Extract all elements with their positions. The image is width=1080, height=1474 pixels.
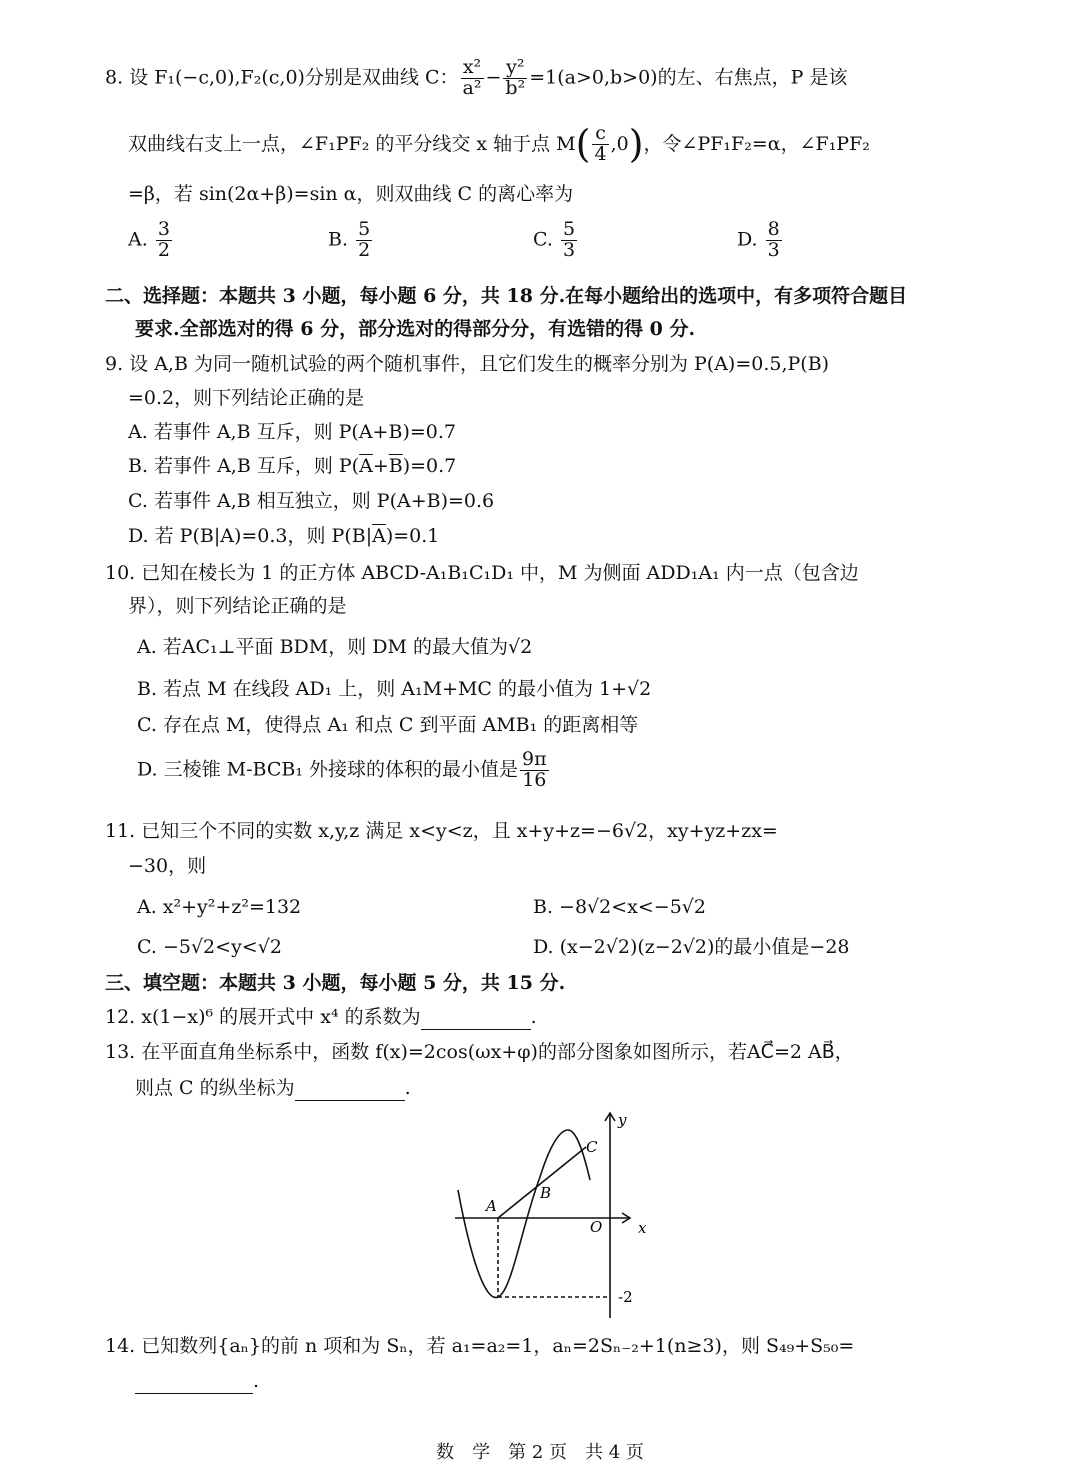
q10-option-c: C. 存在点 M，使得点 A₁ 和点 C 到平面 AMB₁ 的距离相等 — [137, 714, 639, 736]
cosine-graph — [450, 1105, 670, 1320]
q13-stem: 13. 在平面直角坐标系中，函数 f(x)=2cos(ωx+φ)的部分图象如图所示，若AC⃗=2 AB⃗， — [105, 1041, 854, 1063]
q13-stem-cont: 则点 C 的纵坐标为 . — [135, 1077, 411, 1099]
q11-option-a: A. x²+y²+z²=132 — [137, 896, 302, 918]
point-c-label: C — [586, 1138, 598, 1156]
q9-option-c: C. 若事件 A,B 相互独立，则 P(A+B)=0.6 — [128, 490, 495, 512]
q8-option-b: B. $\frac{5}{2}$ — [328, 218, 371, 261]
q8-line1: 8. 设 F₁(−c,0),F₂(c,0)分别是双曲线 C： $\frac{\text{x²}}{\text{a²}}$ − $\frac{\text{y²}}{\text{b²}}$ =1(a>0,b>0)的左、右焦点，P 是该 — [105, 56, 848, 99]
q9-option-a: A. 若事件 A,B 互斥，则 P(A+B)=0.7 — [128, 421, 456, 443]
q14-answer-blank[interactable] — [135, 1370, 253, 1394]
q11-option-c: C. −5√2<y<√2 — [137, 936, 282, 958]
q14-answer-line: . — [135, 1370, 259, 1394]
q9-stem-cont: =0.2，则下列结论正确的是 — [128, 387, 365, 409]
point-a-label: A — [486, 1197, 497, 1215]
q10-option-b: B. 若点 M 在线段 AD₁ 上，则 A₁M+MC 的最小值为 1+√2 — [137, 678, 652, 700]
x-axis-label: x — [638, 1219, 647, 1237]
q13-answer-blank[interactable] — [295, 1077, 405, 1101]
segment-ac — [498, 1147, 586, 1218]
q8-line3: =β，若 sin(2α+β)=sin α，则双曲线 C 的离心率为 — [128, 183, 574, 205]
q9-stem: 9. 设 A,B 为同一随机试验的两个随机事件，且它们发生的概率分别为 P(A)=0.5,P(B) — [105, 353, 830, 375]
origin-label: O — [590, 1218, 603, 1236]
q10-option-d: D. 三棱锥 M-BCB₁ 外接球的体积的最小值是 $\frac{9\pi}{16}$ — [137, 748, 547, 791]
section3-heading: 三、填空题：本题共 3 小题，每小题 5 分，共 15 分. — [105, 972, 566, 994]
cosine-curve — [458, 1130, 590, 1298]
page-footer: 数 学 第 2 页 共 4 页 — [436, 1442, 644, 1463]
y-axis-label: y — [618, 1111, 627, 1129]
q11-stem: 11. 已知三个不同的实数 x,y,z 满足 x<y<z，且 x+y+z=−6√2，xy+yz+zx= — [105, 820, 778, 842]
fraction-c-4: $\frac{c}{4}$ — [594, 122, 607, 166]
q9-option-d: D. 若 P(B|A)=0.3，则 $P(B|\overline{A})=0.1$ — [128, 525, 440, 547]
q10-option-a: A. 若AC₁⊥平面 BDM，则 DM 的最大值为√2 — [137, 636, 533, 658]
q10-stem-cont: 界），则下列结论正确的是 — [128, 595, 347, 617]
q8-option-d: D. $\frac{8}{3}$ — [737, 218, 780, 261]
q12-answer-blank[interactable] — [421, 1006, 531, 1030]
q12-stem: 12. x(1−x)⁶ 的展开式中 x⁴ 的系数为 . — [105, 1006, 537, 1028]
point-b-label: B — [540, 1184, 552, 1202]
q14-stem: 14. 已知数列{aₙ}的前 n 项和为 Sₙ，若 a₁=a₂=1，aₙ=2Sₙ₋₂+1(n≥3)，则 S₄₉+S₅₀= — [105, 1335, 855, 1357]
q11-stem-cont: −30，则 — [128, 855, 207, 877]
q8-option-a: A. $\frac{3}{2}$ — [128, 218, 170, 261]
q10-stem: 10. 已知在棱长为 1 的正方体 ABCD-A₁B₁C₁D₁ 中，M 为侧面 ADD₁A₁ 内一点（包含边 — [105, 562, 859, 584]
q9-option-b: B. 若事件 A,B 互斥，则 $P(\overline{A}+\overline{B})=0.7$ — [128, 455, 457, 477]
fraction-x2-a2: $\frac{\text{x²}}{\text{a²}}$ — [462, 56, 482, 99]
q8-option-c: C. $\frac{5}{3}$ — [533, 218, 576, 261]
q8-line2: 双曲线右支上一点，∠F₁PF₂ 的平分线交 x 轴于点 M( $\frac{c}{4}$ ,0)，令∠PF₁F₂=α，∠F₁PF₂ — [128, 122, 870, 166]
section2-heading-cont: 要求.全部选对的得 6 分，部分选对的得部分分，有选错的得 0 分. — [135, 318, 696, 340]
q11-option-d: D. (x−2√2)(z−2√2)的最小值是−28 — [533, 936, 850, 958]
fraction-y2-b2: $\frac{\text{y²}}{\text{b²}}$ — [505, 56, 526, 99]
section2-heading: 二、选择题：本题共 3 小题，每小题 6 分，共 18 分.在每小题给出的选项中，有多项符合题目 — [105, 285, 908, 307]
q11-option-b: B. −8√2<x<−5√2 — [533, 896, 707, 918]
minus-two-label: -2 — [618, 1288, 633, 1306]
